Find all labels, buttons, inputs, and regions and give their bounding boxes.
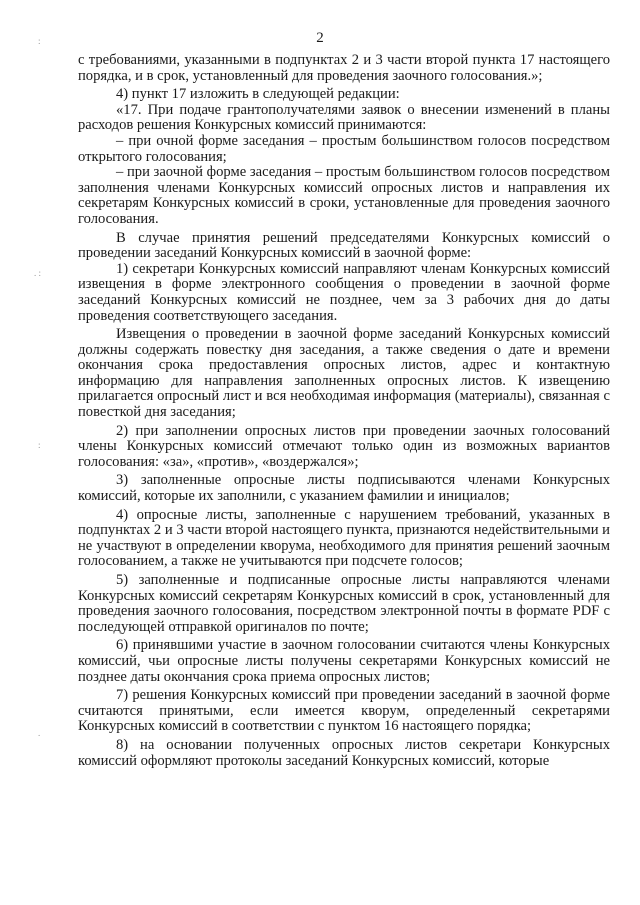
paragraph: 5) заполненные и подписанные опросные листы направляются членами Конкурсных комиссий секретарям Конкурсных комиссий в срок, установленный для проведения заочного голосования, посредством электронной почты в формате PDF с последующей отправкой оригиналов по почте;: [78, 572, 610, 635]
scan-mark: .: [38, 728, 41, 738]
paragraph: В случае принятия решений председателями Конкурсных комиссий о проведении заседаний Конкурсных комиссий в заочной форме:: [78, 229, 610, 262]
page-number: 2: [316, 30, 324, 46]
scan-mark: :: [38, 440, 41, 450]
paragraph: 4) пункт 17 изложить в следующей редакции:: [116, 86, 400, 103]
paragraph: 2) при заполнении опросных листов при проведении заочных голосований члены Конкурсных комиссий отмечают только один из возможных вариантов голосования: «за», «против», «воздержался»;: [78, 422, 610, 470]
scan-mark: . :: [34, 268, 42, 278]
paragraph: «17. При подаче грантополучателями заявок о внесении изменений в планы расходов решения Конкурсных комиссий принимаются:: [78, 101, 610, 134]
paragraph: 3) заполненные опросные листы подписываются членами Конкурсных комиссий, которые их заполнили, с указанием фамилии и инициалов;: [78, 472, 610, 505]
paragraph: 4) опросные листы, заполненные с нарушением требований, указанных в подпунктах 2 и 3 части второй настоящего пункта, признаются недействительными и не участвуют в определении кворума, необходимого для принятия решений заочным голосованием, а также не учитываются при подсчете голосов;: [78, 506, 610, 570]
paragraph: с требованиями, указанными в подпунктах 2 и 3 части второй пункта 17 настоящего порядка, и в срок, установленный для проведения заочного голосования.»;: [78, 52, 610, 84]
paragraph: 8) на основании полученных опросных листов секретари Конкурсных комиссий оформляют протоколы заседаний Конкурсных комиссий, которые: [78, 736, 610, 769]
paragraph: – при заочной форме заседания – простым большинством голосов посредством заполнения членами Конкурсных комиссий опросных листов и направления их секретарям Конкурсных комиссий в сроки, установленные для проведения заочного голосования.: [78, 164, 610, 227]
paragraph: Извещения о проведении в заочной форме заседаний Конкурсных комиссий должны содержать повестку дня заседания, а также сведения о дате и времени окончания срока предоставления опросных листов, адрес и контактную информацию для направления заполненных опросных листов. К извещению прилагается опросный лист и вся необходимая информация (материалы), связанная с повесткой дня заседания;: [78, 326, 610, 421]
paragraph: – при очной форме заседания – простым большинством голосов посредством открытого голосования;: [78, 132, 610, 165]
document-body: [78, 53, 610, 769]
scan-mark: :: [38, 36, 41, 46]
paragraph: 1) секретари Конкурсных комиссий направляют членам Конкурсных комиссий извещения в форме электронного сообщения о проведении в заочной форме заседаний Конкурсных комиссий не позднее, чем за 3 рабочих дня до даты проведения соответствующего заседания.: [78, 260, 610, 324]
paragraph: 7) решения Конкурсных комиссий при проведении заседаний в заочной форме считаются принятыми, если имеется кворум, определенный секретарями Конкурсных комиссий в соответствии с пунктом 16 настоящего порядка;: [78, 687, 610, 735]
paragraph: 6) принявшими участие в заочном голосовании считаются члены Конкурсных комиссий, чьи опросные листы получены секретарями Конкурсных комиссий не позднее даты окончания срока приема опросных листов;: [78, 637, 610, 685]
